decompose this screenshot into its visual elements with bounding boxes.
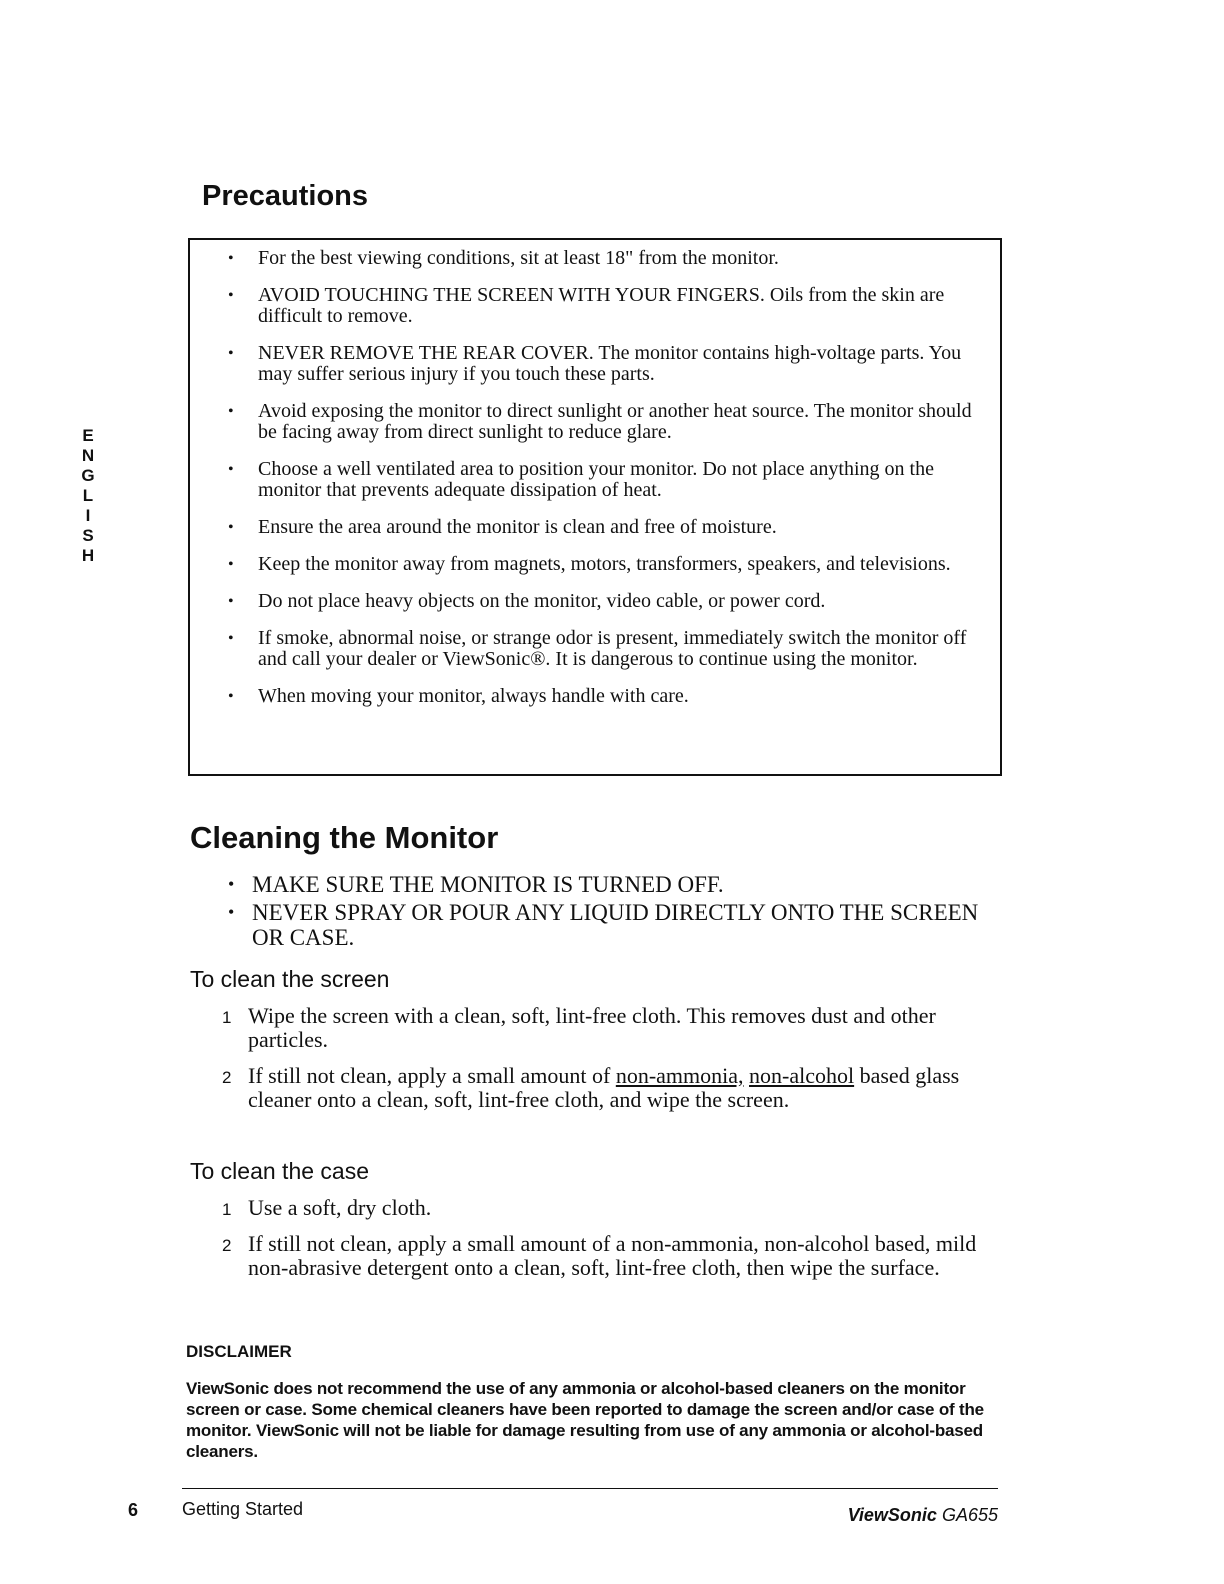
- side-tab-letter: L: [82, 486, 94, 505]
- precaution-item: • Ensure the area around the monitor is clean and free of moisture.: [228, 517, 980, 538]
- side-tab-letter: I: [85, 506, 91, 525]
- precaution-item: • Do not place heavy objects on the monitor, video cable, or power cord.: [228, 591, 980, 612]
- disclaimer-text: ViewSonic does not recommend the use of any ammonia or alcohol-based cleaners on the monitor screen or case. Some chemical cleaners have been reported to damage the screen and/or case of the monitor. ViewSonic will not be liable for damage resulting from use of any ammonia or alcohol-based cleaners.: [186, 1379, 984, 1461]
- step-text: If still not clean, apply a small amount of a non-ammonia, non-alcohol based, mild non-abrasive detergent onto a clean, soft, lint-free cloth, then wipe the surface.: [248, 1231, 977, 1280]
- step-number: 2: [222, 1236, 232, 1255]
- precaution-item: • When moving your monitor, always handle with care.: [228, 686, 980, 707]
- step-item: [222, 1232, 1012, 1280]
- step-item: [222, 1196, 1012, 1220]
- footer-brand: ViewSonic: [847, 1505, 937, 1525]
- clean-screen-steps: [222, 1004, 1012, 1124]
- clean-screen-heading: To clean the screen: [190, 966, 390, 992]
- step-number: 1: [222, 1008, 232, 1027]
- step-text: Use a soft, dry cloth.: [248, 1195, 432, 1220]
- language-side-tab: [78, 426, 98, 566]
- step-item: [222, 1004, 1012, 1052]
- side-tab-letter: N: [81, 446, 95, 465]
- step-number: 1: [222, 1200, 232, 1219]
- footer-model: GA655: [941, 1505, 998, 1525]
- cleaning-warning: • NEVER SPRAY OR POUR ANY LIQUID DIRECTLY ONTO THE SCREEN OR CASE.: [228, 900, 988, 950]
- cleaning-heading: Cleaning the Monitor: [190, 820, 499, 855]
- disclaimer-heading: DISCLAIMER: [186, 1342, 292, 1361]
- page-number: 6: [128, 1500, 139, 1520]
- precaution-item: • AVOID TOUCHING THE SCREEN WITH YOUR FINGERS. Oils from the skin are difficult to remove.: [228, 285, 980, 327]
- precaution-item: • For the best viewing conditions, sit at least 18" from the monitor.: [228, 248, 980, 269]
- side-tab-letter: H: [81, 546, 95, 565]
- precaution-item: • Choose a well ventilated area to position your monitor. Do not place anything on the monitor that prevents adequate dissipation of heat.: [228, 459, 980, 501]
- precaution-item: • Keep the monitor away from magnets, motors, transformers, speakers, and televisions.: [228, 554, 980, 575]
- precaution-item: • NEVER REMOVE THE REAR COVER. The monitor contains high-voltage parts. You may suffer serious injury if you touch these parts.: [228, 343, 980, 385]
- cleaning-warnings-list: [228, 872, 988, 953]
- step-number: 2: [222, 1068, 232, 1087]
- cleaning-warning: • MAKE SURE THE MONITOR IS TURNED OFF.: [228, 872, 988, 897]
- precaution-item: • Avoid exposing the monitor to direct sunlight or another heat source. The monitor should be facing away from direct sunlight to reduce glare.: [228, 401, 980, 443]
- precaution-item: • If smoke, abnormal noise, or strange odor is present, immediately switch the monitor off and call your dealer or ViewSonic®. It is dangerous to continue using the monitor.: [228, 628, 980, 670]
- clean-case-heading: To clean the case: [190, 1158, 370, 1184]
- clean-case-steps: [222, 1196, 1012, 1292]
- side-tab-letter: S: [82, 526, 94, 545]
- side-tab-letter: E: [82, 426, 94, 445]
- underlined-term: non-alcohol: [749, 1063, 855, 1088]
- footer-divider: [182, 1488, 998, 1489]
- step-text-part: If still not clean, apply a small amount of: [248, 1063, 616, 1088]
- side-tab-letter: G: [81, 466, 95, 485]
- step-text: Wipe the screen with a clean, soft, lint-free cloth. This removes dust and other particles.: [248, 1003, 936, 1052]
- precautions-list: [228, 248, 980, 707]
- step-item: [222, 1064, 1012, 1112]
- footer-section-title: Getting Started: [182, 1499, 304, 1519]
- precautions-heading: Precautions: [202, 180, 368, 212]
- step-text-part: based glass cleaner onto a clean, soft, lint-free cloth, and wipe the screen.: [248, 1063, 960, 1112]
- precautions-box: [188, 238, 1002, 776]
- underlined-term: non-ammonia,: [615, 1063, 744, 1088]
- footer-product-name: [848, 1505, 998, 1526]
